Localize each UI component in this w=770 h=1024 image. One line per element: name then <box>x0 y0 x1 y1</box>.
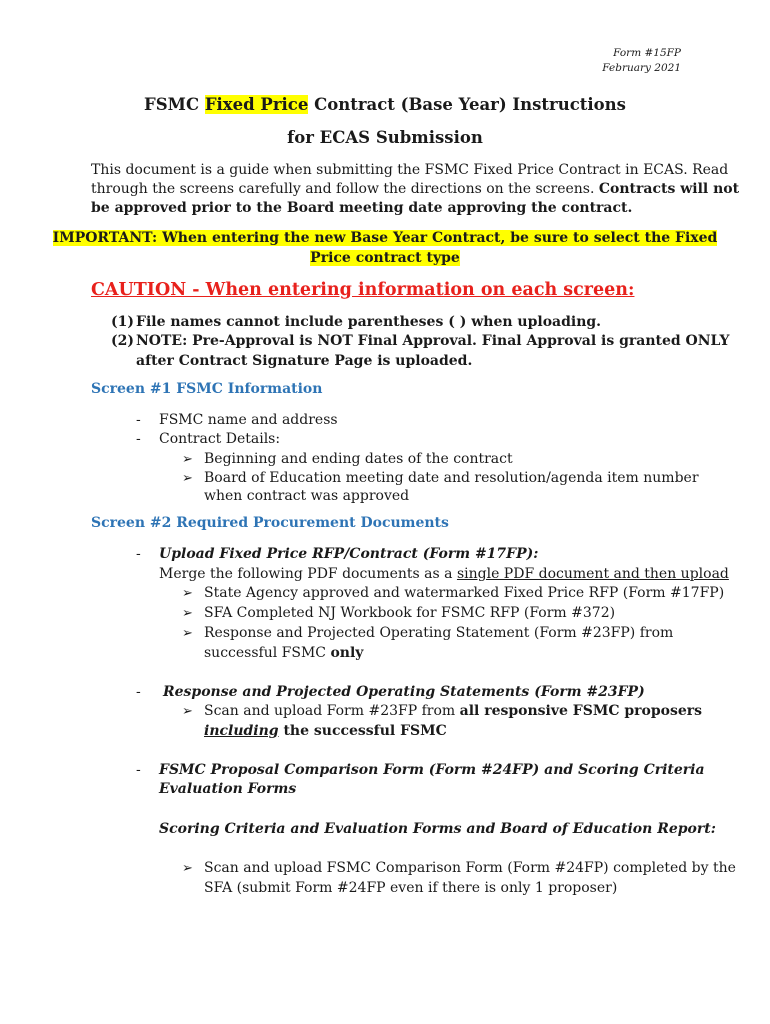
arrow-bullet-icon: ➢ <box>182 471 193 486</box>
caution-heading: CAUTION - When entering information on each screen: <box>91 280 635 300</box>
important-line-2 <box>0 249 770 269</box>
intro-line-3: be approved prior to the Board meeting date approving the contract. <box>91 200 633 216</box>
important-text-1: IMPORTANT: When entering the new Base Year Contract, be sure to select the Fixed <box>52 230 718 246</box>
intro-line-1: This document is a guide when submitting the FSMC Fixed Price Contract in ECAS. Read <box>91 162 729 178</box>
form-date: February 2021 <box>602 62 681 74</box>
dash-bullet: - <box>136 684 141 700</box>
screen2-heading: Screen #2 Required Procurement Documents <box>91 515 449 531</box>
important-text-2: Price contract type <box>310 250 460 266</box>
important-line-1 <box>0 229 770 249</box>
screen1-sub-2-line-1: Board of Education meeting date and resolution/agenda item number <box>204 470 699 486</box>
upload-item-3-bold: only <box>330 645 364 661</box>
merge-instruction-underlined: single PDF document and then upload <box>456 566 729 582</box>
comparison-heading-line-1: FSMC Proposal Comparison Form (Form #24FP) and Scoring Criteria <box>159 762 705 778</box>
arrow-bullet-icon: ➢ <box>182 861 193 876</box>
dash-bullet: - <box>136 546 141 562</box>
scan-23fp-line-2 <box>204 722 447 742</box>
scan-23fp-including: including <box>204 723 279 739</box>
title-suffix: Contract (Base Year) Instructions <box>308 95 626 114</box>
title-prefix: FSMC <box>144 95 205 114</box>
arrow-bullet-icon: ➢ <box>182 586 193 601</box>
merge-instruction <box>159 565 729 585</box>
upload-item-3-line-2 <box>204 644 363 664</box>
dash-bullet: - <box>136 412 141 428</box>
arrow-bullet-icon: ➢ <box>182 606 193 621</box>
caution-item-1-number: (1) <box>111 314 134 330</box>
form-number: Form #15FP <box>613 47 681 59</box>
upload-rfp-heading: Upload Fixed Price RFP/Contract (Form #17FP): <box>159 546 539 562</box>
title-highlight: Fixed Price <box>204 95 309 114</box>
scan-23fp-line-1 <box>204 702 702 722</box>
upload-item-3-plain: successful FSMC <box>204 645 331 661</box>
scoring-heading: Scoring Criteria and Evaluation Forms and Board of Education Report: <box>159 821 716 837</box>
caution-item-2-line-2: after Contract Signature Page is uploaded. <box>136 353 473 369</box>
scan-24fp-line-2: SFA (submit Form #24FP even if there is only 1 proposer) <box>204 880 618 896</box>
screen1-item-1: FSMC name and address <box>159 412 338 428</box>
screen1-heading: Screen #1 FSMC Information <box>91 381 323 397</box>
intro-line-2 <box>91 180 739 200</box>
scan-23fp-plain: Scan and upload Form #23FP from <box>204 703 460 719</box>
scan-23fp-successful: the successful FSMC <box>278 723 447 739</box>
arrow-bullet-icon: ➢ <box>182 452 193 467</box>
response-heading: Response and Projected Operating Statements (Form #23FP) <box>163 684 645 700</box>
caution-item-2-line-1: NOTE: Pre-Approval is NOT Final Approval. Final Approval is granted ONLY <box>136 333 730 349</box>
screen1-sub-1: Beginning and ending dates of the contract <box>204 451 513 467</box>
upload-item-1: State Agency approved and watermarked Fixed Price RFP (Form #17FP) <box>204 585 725 601</box>
dash-bullet: - <box>136 762 141 778</box>
caution-item-2-number: (2) <box>111 333 134 349</box>
intro-line-2-plain: through the screens carefully and follow the directions on the screens. <box>91 181 599 197</box>
page-subtitle: for ECAS Submission <box>287 128 483 147</box>
comparison-heading-line-2: Evaluation Forms <box>159 781 297 797</box>
upload-item-2: SFA Completed NJ Workbook for FSMC RFP (Form #372) <box>204 605 616 621</box>
dash-bullet: - <box>136 431 141 447</box>
merge-instruction-plain: Merge the following PDF documents as a <box>159 566 457 582</box>
screen1-sub-2-line-2: when contract was approved <box>204 488 410 504</box>
arrow-bullet-icon: ➢ <box>182 626 193 641</box>
intro-line-2-bold: Contracts will not <box>598 181 740 197</box>
scan-24fp-line-1: Scan and upload FSMC Comparison Form (Form #24FP) completed by the <box>204 860 736 876</box>
scan-23fp-bold: all responsive FSMC proposers <box>459 703 703 719</box>
caution-item-1: File names cannot include parentheses ( ) when uploading. <box>136 314 602 330</box>
arrow-bullet-icon: ➢ <box>182 704 193 719</box>
upload-item-3-line-1: Response and Projected Operating Statement (Form #23FP) from <box>204 625 674 641</box>
page-title <box>0 95 770 114</box>
screen1-item-2: Contract Details: <box>159 431 281 447</box>
